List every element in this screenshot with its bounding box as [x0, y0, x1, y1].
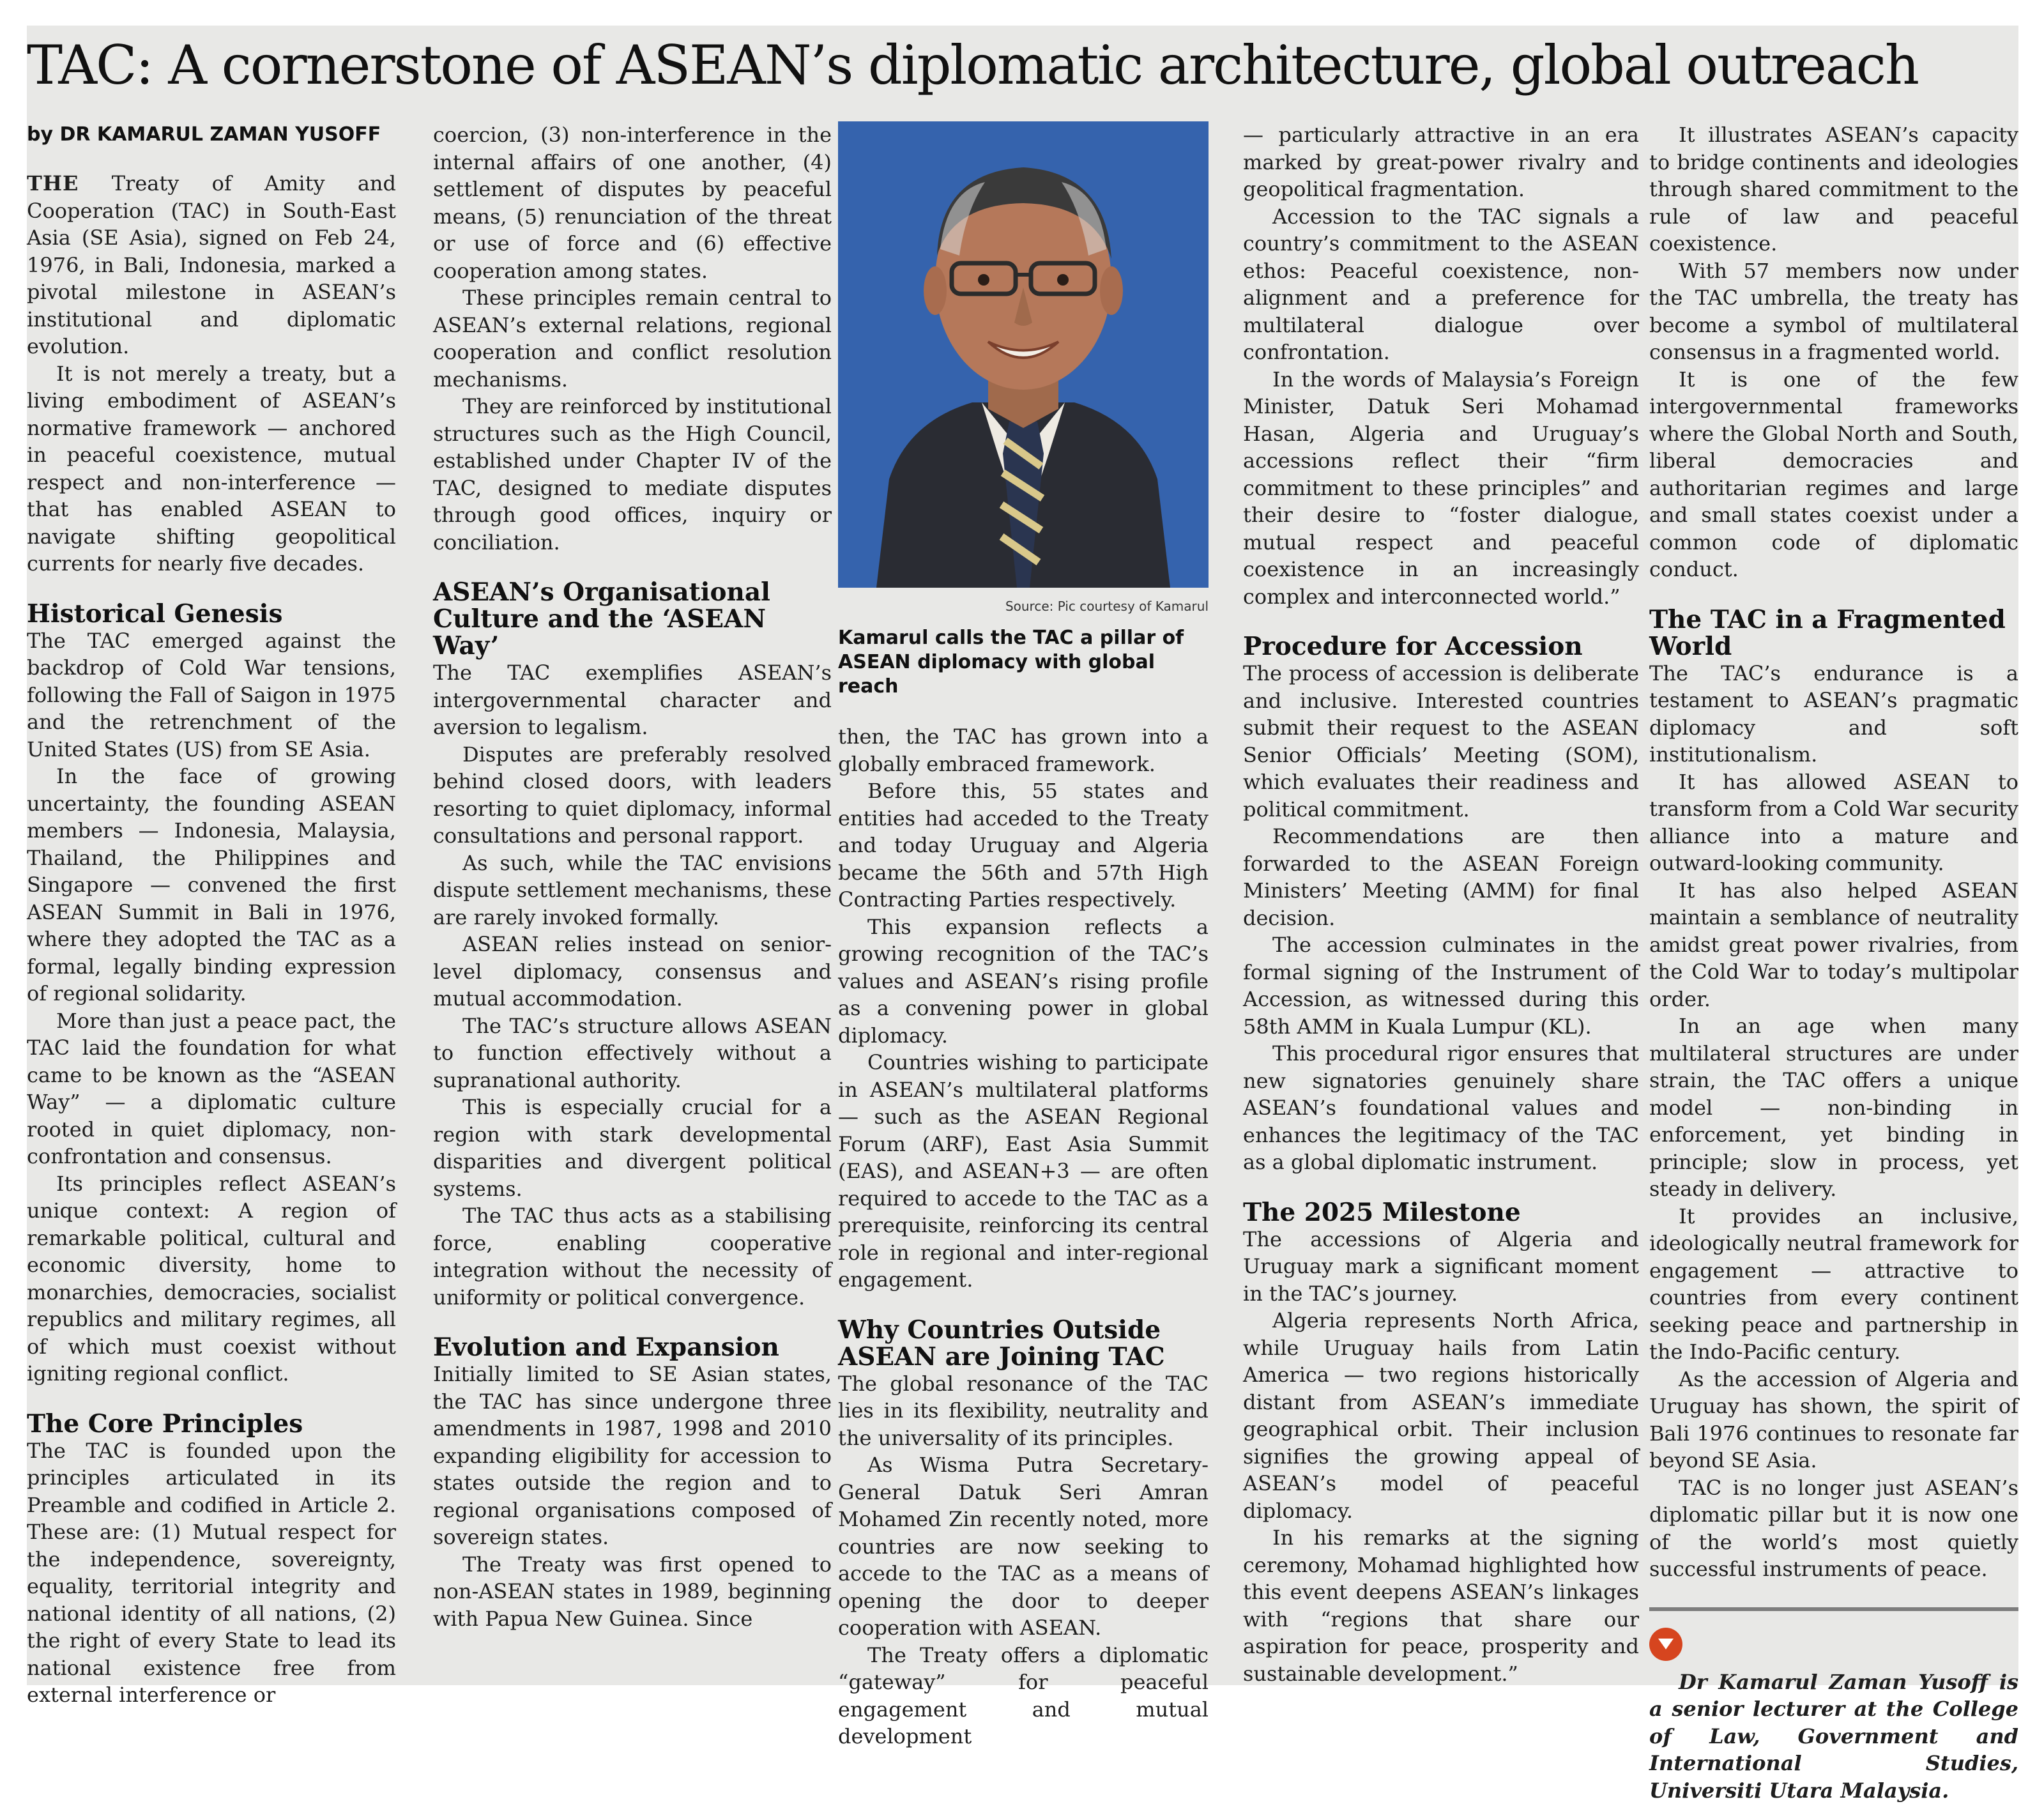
article-paragraph: The global resonance of the TAC lies in its flexibility, neutrality and the universality of its principles. [838, 1370, 1209, 1452]
article-paragraph: They are reinforced by institutional structures such as the High Council, established under Chapter IV of the TAC, designed to mediate disputes through good offices, inquiry or conciliation. [433, 393, 832, 556]
article-paragraph: The process of accession is deliberate and inclusive. Interested countries submit their request to the ASEAN Senior Officials’ Meeting (SOM), which evaluates their readiness and political commitment. [1243, 660, 1639, 823]
section-heading: The TAC in a Fragmented World [1649, 606, 2018, 660]
article-paragraph: TAC is no longer just ASEAN’s diplomatic pillar but it is now one of the world’s most quietly successful instruments of peace. [1649, 1474, 2018, 1583]
headline: TAC: A cornerstone of ASEAN’s diplomatic architecture, global outreach [27, 29, 2018, 101]
section-heading: Why Countries Outside ASEAN are Joining TAC [838, 1317, 1209, 1370]
article-paragraph: In his remarks at the signing ceremony, Mohamad highlighted how this event deepens ASEAN’s linkages with “regions that share our aspiration for peace, prosperity and sustainable development.” [1243, 1524, 1639, 1687]
article-paragraph: Before this, 55 states and entities had acceded to the Treaty and today Uruguay and Algeria became the 56th and 57th High Contracting Parties respectively. [838, 777, 1209, 913]
author-bio: Dr Kamarul Zaman Yusoff is a senior lecturer at the College of Law, Government and International Studies, Universiti Utara Malaysia. [1649, 1669, 2018, 1804]
article-paragraph: As the accession of Algeria and Uruguay has shown, the spirit of Bali 1976 continues to resonate far beyond SE Asia. [1649, 1366, 2018, 1474]
chevron-down-badge-icon [1649, 1628, 1682, 1661]
photo-source: Source: Pic courtesy of Kamarul [838, 598, 1209, 615]
article-column-3 [838, 723, 1209, 1685]
article-paragraph: This expansion reflects a growing recognition of the TAC’s values and ASEAN’s rising profile as a convening power in global diplomacy. [838, 913, 1209, 1050]
article-paragraph: Countries wishing to participate in ASEAN’s multilateral platforms — such as the ASEAN Regional Forum (ARF), East Asia Summit (EAS), and ASEAN+3 — are often required to accede to the TAC as a prerequisite, reinforcing its central role in regional and inter-regional engagement. [838, 1049, 1209, 1294]
article-paragraph: As such, while the TAC envisions dispute settlement mechanisms, these are rarely invoked formally. [433, 850, 832, 931]
author-portrait-image [838, 121, 1209, 588]
article-paragraph: The TAC is founded upon the principles articulated in its Preamble and codified in Article 2. These are: (1) Mutual respect for the independence, sovereignty, equality, territorial integrity and national identity of all nations, (2) the right of every State to lead its national existence free from external interference or [27, 1437, 396, 1709]
section-heading: Procedure for Accession [1243, 633, 1639, 660]
article-paragraph: These principles remain central to ASEAN’s external relations, regional cooperation and conflict resolution mechanisms. [433, 284, 832, 393]
article-paragraph: In an age when many multilateral structures are under strain, the TAC offers a unique model — non-binding in enforcement, yet binding in principle; slow in process, yet steady in delivery. [1649, 1013, 2018, 1203]
section-heading: ASEAN’s Organisational Culture and the ‘ASEAN Way’ [433, 579, 832, 659]
article-paragraph: The accession culminates in the formal signing of the Instrument of Accession, as witnessed during this 58th AMM in Kuala Lumpur (KL). [1243, 931, 1639, 1040]
article-paragraph: With 57 members now under the TAC umbrella, the treaty has become a symbol of multilateral consensus in a fragmented world. [1649, 257, 2018, 366]
article-paragraph: It is not merely a treaty, but a living embodiment of ASEAN’s normative framework — anchored in peaceful coexistence, mutual respect and non-interference — that has enabled ASEAN to navigate shifting geopolitical currents for nearly five decades. [27, 360, 396, 577]
article-paragraph: It has also helped ASEAN maintain a semblance of neutrality amidst great power rivalries, from the Cold War to today’s multipolar order. [1649, 877, 2018, 1013]
article-paragraph: Disputes are preferably resolved behind closed doors, with leaders resorting to quiet diplomacy, informal consultations and personal rapport. [433, 741, 832, 850]
article-paragraph: The Treaty was first opened to non-ASEAN states in 1989, beginning with Papua New Guinea. Since [433, 1551, 832, 1633]
newspaper-page [27, 26, 2018, 1685]
photo-caption: Kamarul calls the TAC a pillar of ASEAN diplomacy with global reach [838, 626, 1209, 699]
section-heading: The 2025 Milestone [1243, 1199, 1639, 1226]
section-heading: Historical Genesis [27, 600, 396, 627]
article-paragraph: The TAC’s structure allows ASEAN to function effectively without a supranational authority. [433, 1013, 832, 1094]
article-paragraph: More than just a peace pact, the TAC laid the foundation for what came to be known as the “ASEAN Way” — a diplomatic culture rooted in quiet diplomacy, non-confrontation and consensus. [27, 1007, 396, 1170]
article-paragraph: The TAC’s endurance is a testament to ASEAN’s pragmatic diplomacy and soft institutionalism. [1649, 660, 2018, 768]
article-paragraph: The Treaty offers a diplomatic “gateway” for peaceful engagement and mutual development [838, 1642, 1209, 1750]
article-paragraph: The accessions of Algeria and Uruguay mark a significant moment in the TAC’s journey. [1243, 1226, 1639, 1308]
section-heading: The Core Principles [27, 1410, 396, 1437]
section-heading: Evolution and Expansion [433, 1334, 832, 1361]
article-paragraph: The TAC exemplifies ASEAN’s intergovernmental character and aversion to legalism. [433, 659, 832, 741]
photo-block [838, 121, 1209, 715]
article-paragraph: Initially limited to SE Asian states, the TAC has since undergone three amendments in 1987, 1998 and 2010 expanding eligibility for accession to states outside the region and to regional organisations composed of sovereign states. [433, 1361, 832, 1551]
lead-paragraph-text: Treaty of Amity and Cooperation (TAC) in South-East Asia (SE Asia), signed on Feb 24, 1976, in Bali, Indonesia, marked a pivotal milestone in ASEAN’s institutional and diplomatic evolution. [27, 171, 396, 358]
article-column-2 [433, 121, 832, 1685]
article-paragraph: In the face of growing uncertainty, the founding ASEAN members — Indonesia, Malaysia, Thailand, the Philippines and Singapore — convened the first ASEAN Summit in Bali in 1976, where they adopted the TAC as a formal, legally binding expression of regional solidarity. [27, 763, 396, 1007]
article-paragraph: The TAC emerged against the backdrop of Cold War tensions, following the Fall of Saigon in 1975 and the retrenchment of the United States (US) from SE Asia. [27, 627, 396, 763]
article-paragraph [27, 170, 396, 360]
lead-word: THE [27, 171, 79, 195]
article-paragraph: — particularly attractive in an era marked by great-power rivalry and geopolitical fragmentation. [1243, 121, 1639, 203]
article-paragraph: Accession to the TAC signals a country’s commitment to the ASEAN ethos: Peaceful coexistence, non-alignment and a preference for multilateral dialogue over confrontation. [1243, 203, 1639, 366]
article-paragraph: It illustrates ASEAN’s capacity to bridge continents and ideologies through shared commitment to the rule of law and peaceful coexistence. [1649, 121, 2018, 257]
byline: by DR KAMARUL ZAMAN YUSOFF [27, 121, 396, 148]
article-column-1 [27, 121, 396, 1685]
author-photo [838, 121, 1209, 588]
article-paragraph: In the words of Malaysia’s Foreign Minister, Datuk Seri Mohamad Hasan, Algeria and Uruguay’s accessions reflect their “firm commitment to these principles” and their desire to “foster dialogue, mutual respect and peaceful coexistence in an increasingly complex and interconnected world.” [1243, 366, 1639, 611]
article-column-4 [1243, 121, 1639, 1685]
article-paragraph: Its principles reflect ASEAN’s unique context: A region of remarkable political, cultural and economic diversity, home to monarchies, democracies, socialist republics and military regimes, all of which must coexist without igniting regional conflict. [27, 1170, 396, 1387]
article-paragraph: Algeria represents North Africa, while Uruguay hails from Latin America — two regions historically distant from ASEAN’s immediate geographical orbit. Their inclusion signifies the growing appeal of ASEAN’s model of peaceful diplomacy. [1243, 1307, 1639, 1524]
article-paragraph: The TAC thus acts as a stabilising force, enabling cooperative integration without the necessity of uniformity or political convergence. [433, 1202, 832, 1311]
article-paragraph: This procedural rigor ensures that new signatories genuinely share ASEAN’s foundational values and enhances the legitimacy of the TAC as a global diplomatic instrument. [1243, 1040, 1639, 1176]
article-paragraph: As Wisma Putra Secretary-General Datuk Seri Amran Mohamed Zin recently noted, more countries are now seeking to accede to the TAC as a means of opening the door to deeper cooperation with ASEAN. [838, 1451, 1209, 1642]
article-paragraph: ASEAN relies instead on senior-level diplomacy, consensus and mutual accommodation. [433, 931, 832, 1013]
article-column-5 [1649, 121, 2018, 1685]
article-paragraph: Recommendations are then forwarded to the ASEAN Foreign Ministers’ Meeting (AMM) for final decision. [1243, 823, 1639, 931]
article-paragraph: It provides an inclusive, ideologically neutral framework for engagement — attractive to countries from every continent seeking peace and partnership in the Indo-Pacific century. [1649, 1203, 2018, 1366]
article-paragraph: then, the TAC has grown into a globally embraced framework. [838, 723, 1209, 777]
article-paragraph: This is especially crucial for a region with stark developmental disparities and divergent political systems. [433, 1094, 832, 1202]
bio-divider [1649, 1607, 2018, 1611]
article-paragraph: coercion, (3) non-interference in the internal affairs of one another, (4) settlement of disputes by peaceful means, (5) renunciation of the threat or use of force and (6) effective cooperation among states. [433, 121, 832, 284]
article-paragraph: It is one of the few intergovernmental frameworks where the Global North and South, liberal democracies and authoritarian regimes and large and small states coexist under a common code of diplomatic conduct. [1649, 366, 2018, 583]
article-paragraph: It has allowed ASEAN to transform from a Cold War security alliance into a mature and outward-looking community. [1649, 768, 2018, 877]
